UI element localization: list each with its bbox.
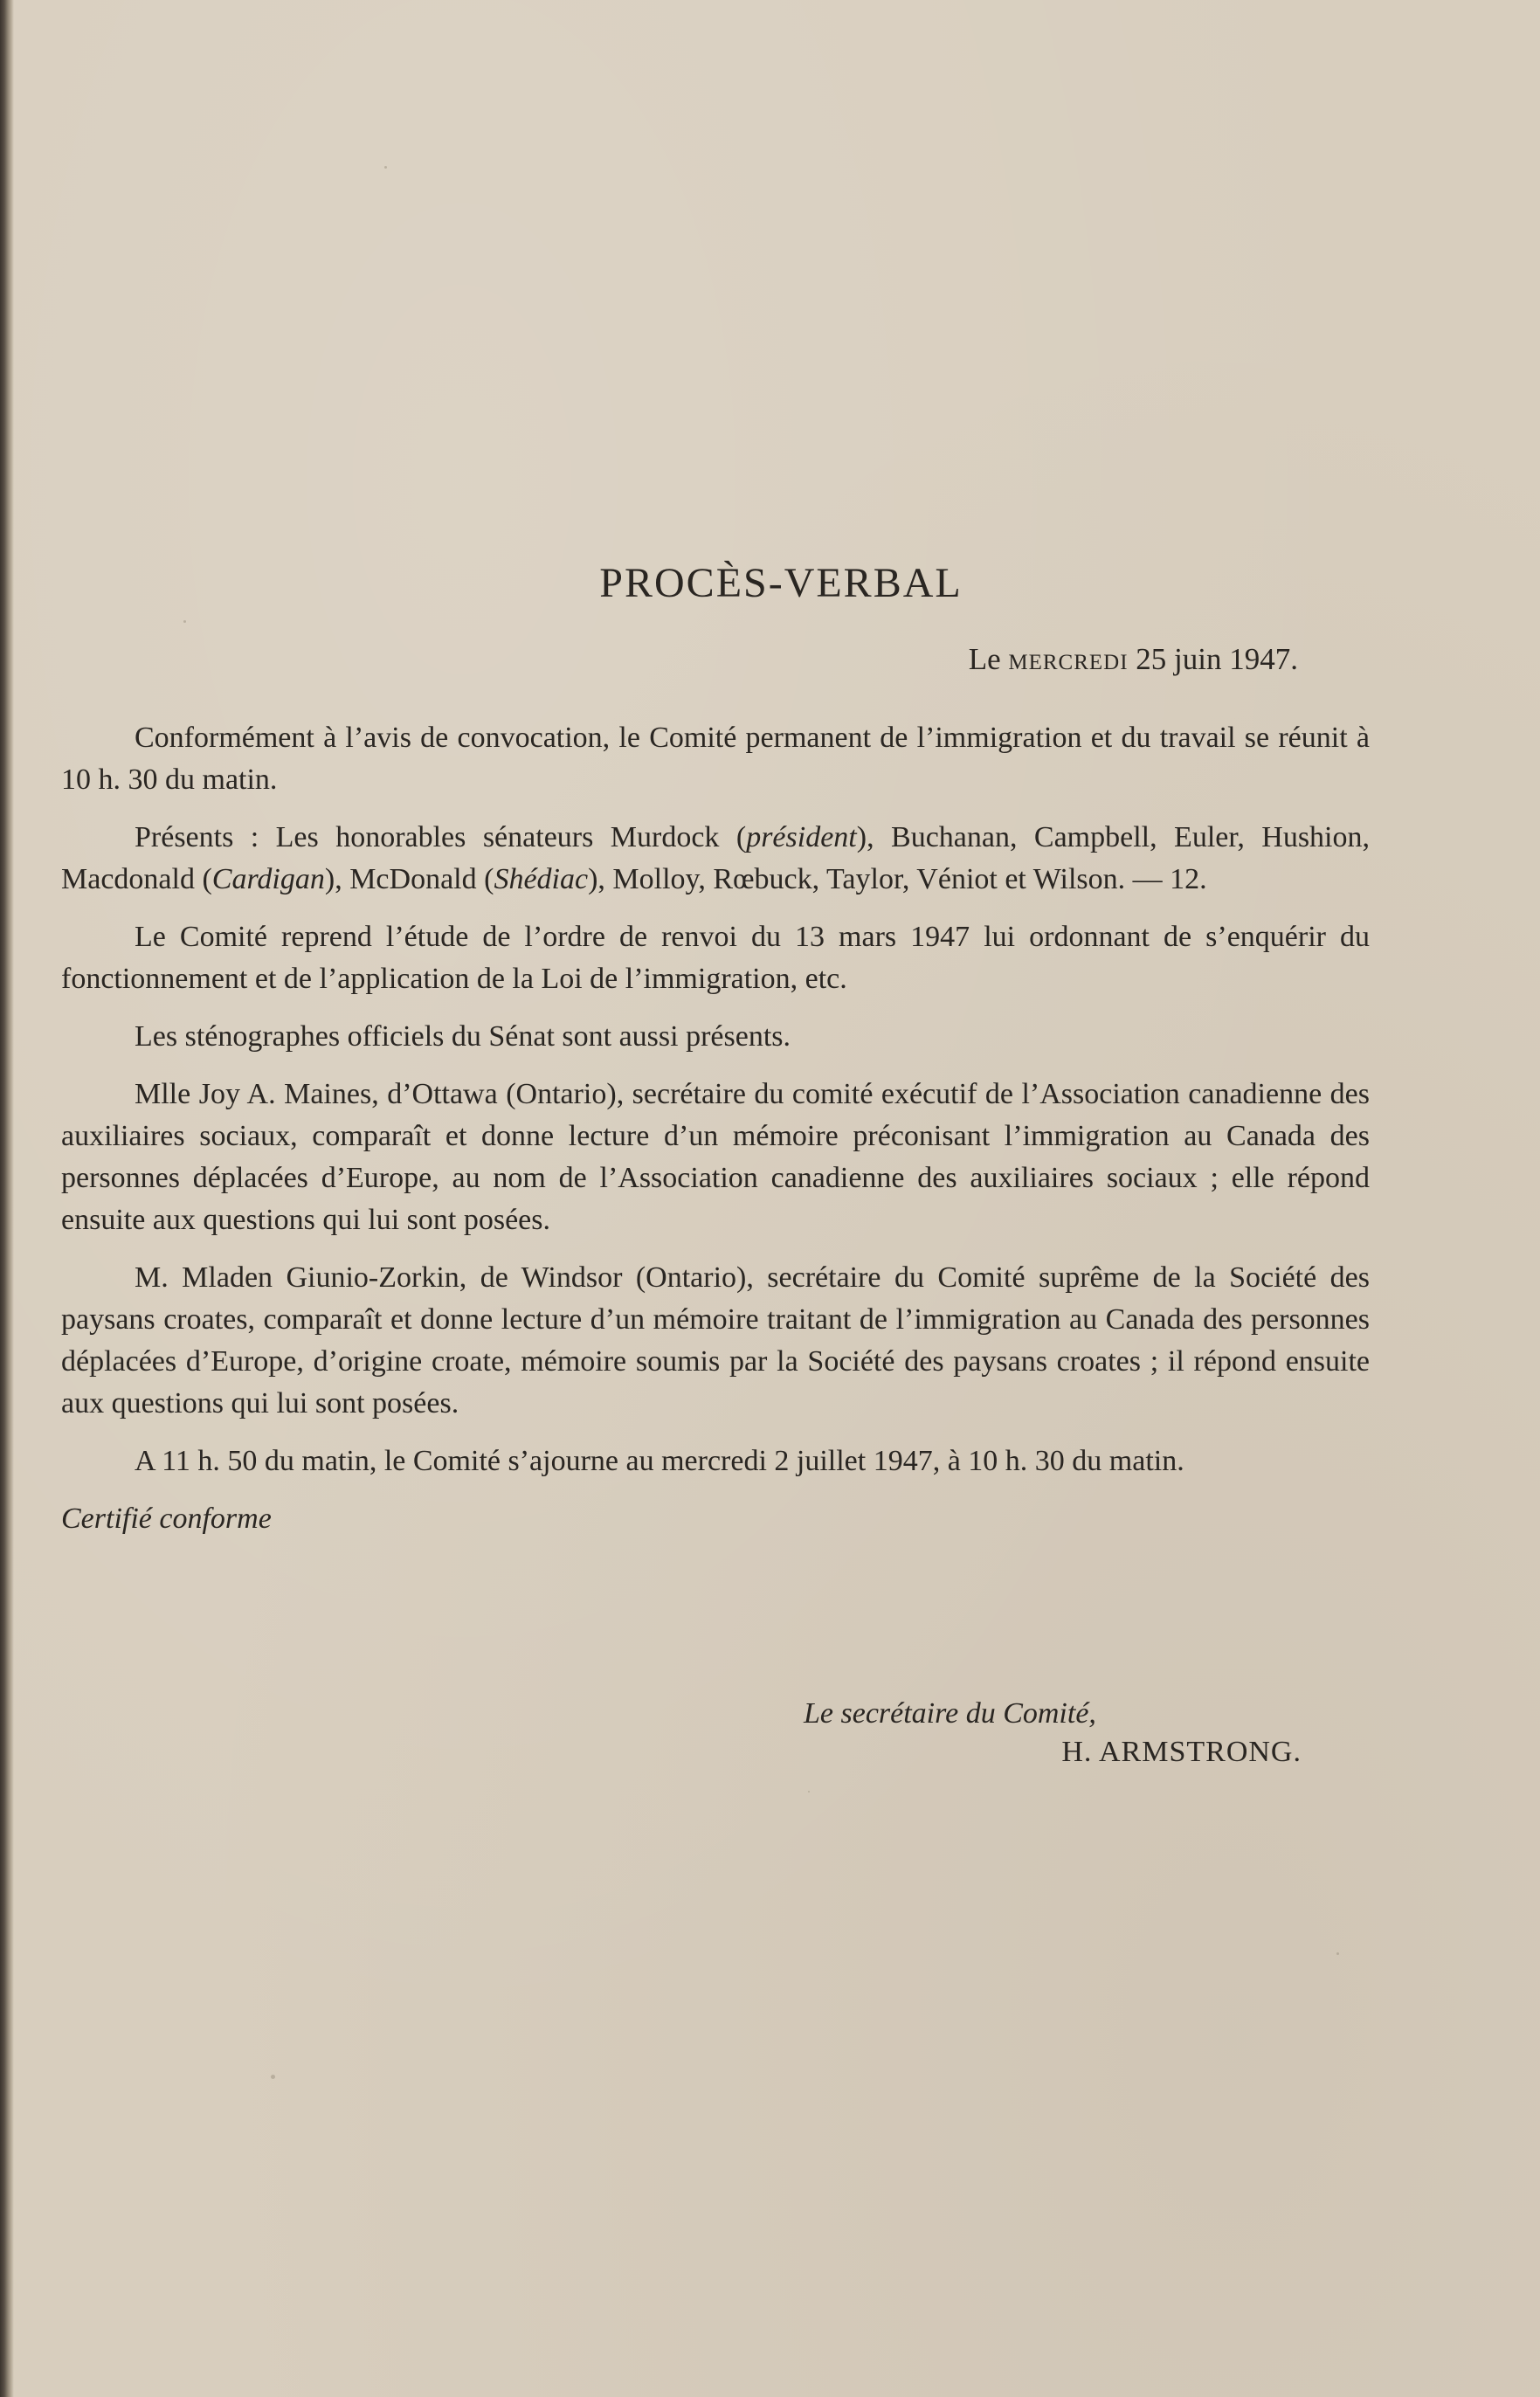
paper-speck bbox=[384, 166, 387, 169]
paragraph-presents bbox=[61, 817, 1370, 901]
presents-cardigan: Cardigan bbox=[211, 863, 325, 895]
page-binding-edge bbox=[0, 0, 14, 2397]
signature-role: Le secrétaire du Comité, bbox=[804, 1697, 1096, 1730]
paragraph-convocation: Conformément à l’avis de convocation, le Comité permanent de l’immigration et du travail se réunit à 10 h. 30 du matin. bbox=[61, 722, 1370, 796]
presents-part: ), Molloy, Rœbuck, Taylor, Véniot et Wilson. — 12. bbox=[588, 863, 1207, 895]
presents-president: président bbox=[746, 821, 857, 853]
date-prefix: Le bbox=[968, 642, 1001, 676]
paragraph-adjournment: A 11 h. 50 du matin, le Comité s’ajourne au mercredi 2 juillet 1947, à 10 h. 30 du matin. bbox=[135, 1445, 1184, 1477]
paragraph-order-of-reference: Le Comité reprend l’étude de l’ordre de renvoi du 13 mars 1947 lui ordonnant de s’enquérir du fonctionnement et de l’application de la Loi de l’immigration, etc. bbox=[61, 921, 1370, 995]
date-rest: 25 juin 1947. bbox=[1136, 642, 1298, 676]
presents-part: ), Buchanan, Campbell, Euler, Hushion, Macdonald ( bbox=[61, 821, 1371, 895]
signature-name: H. ARMSTRONG. bbox=[1061, 1736, 1302, 1768]
paragraph-stenographers: Les sténographes officiels du Sénat sont aussi présents. bbox=[135, 1020, 791, 1053]
paper-speck bbox=[808, 1791, 810, 1793]
presents-part: ), McDonald ( bbox=[324, 863, 494, 895]
certification-line: Certifié conforme bbox=[61, 1502, 272, 1535]
document-body bbox=[61, 559, 1371, 1768]
paper-speck bbox=[271, 2075, 275, 2079]
paper-speck bbox=[1336, 1952, 1339, 1955]
meeting-date bbox=[61, 642, 1298, 677]
signature-block bbox=[804, 1695, 1302, 1772]
paragraph-witness-maines: Mlle Joy A. Maines, d’Ottawa (Ontario), secrétaire du comité exécutif de l’Association canadienne des auxiliaires sociaux, comparaît et donne lecture d’un mémoire préconisant l’immigration au Canada des personnes déplacées d’Europe, au nom de l’Association canadienne des auxiliaires sociaux ; elle répond ensuite aux questions qui lui sont posées. bbox=[61, 1078, 1370, 1236]
presents-part: Présents : Les honorables sénateurs Murdock ( bbox=[135, 821, 747, 853]
presents-shediac: Shédiac bbox=[494, 863, 589, 895]
page-title: PROCÈS-VERBAL bbox=[599, 560, 963, 606]
date-weekday: mercredi bbox=[1008, 642, 1129, 676]
paragraph-witness-giunio-zorkin: M. Mladen Giunio-Zorkin, de Windsor (Ontario), secrétaire du Comité suprême de la Société des paysans croates, comparaît et donne lecture d’un mémoire traitant de l’immigration au Canada des personnes déplacées d’Europe, d’origine croate, mémoire soumis par la Société des paysans croates ; il répond ensuite aux questions qui lui sont posées. bbox=[61, 1261, 1370, 1420]
